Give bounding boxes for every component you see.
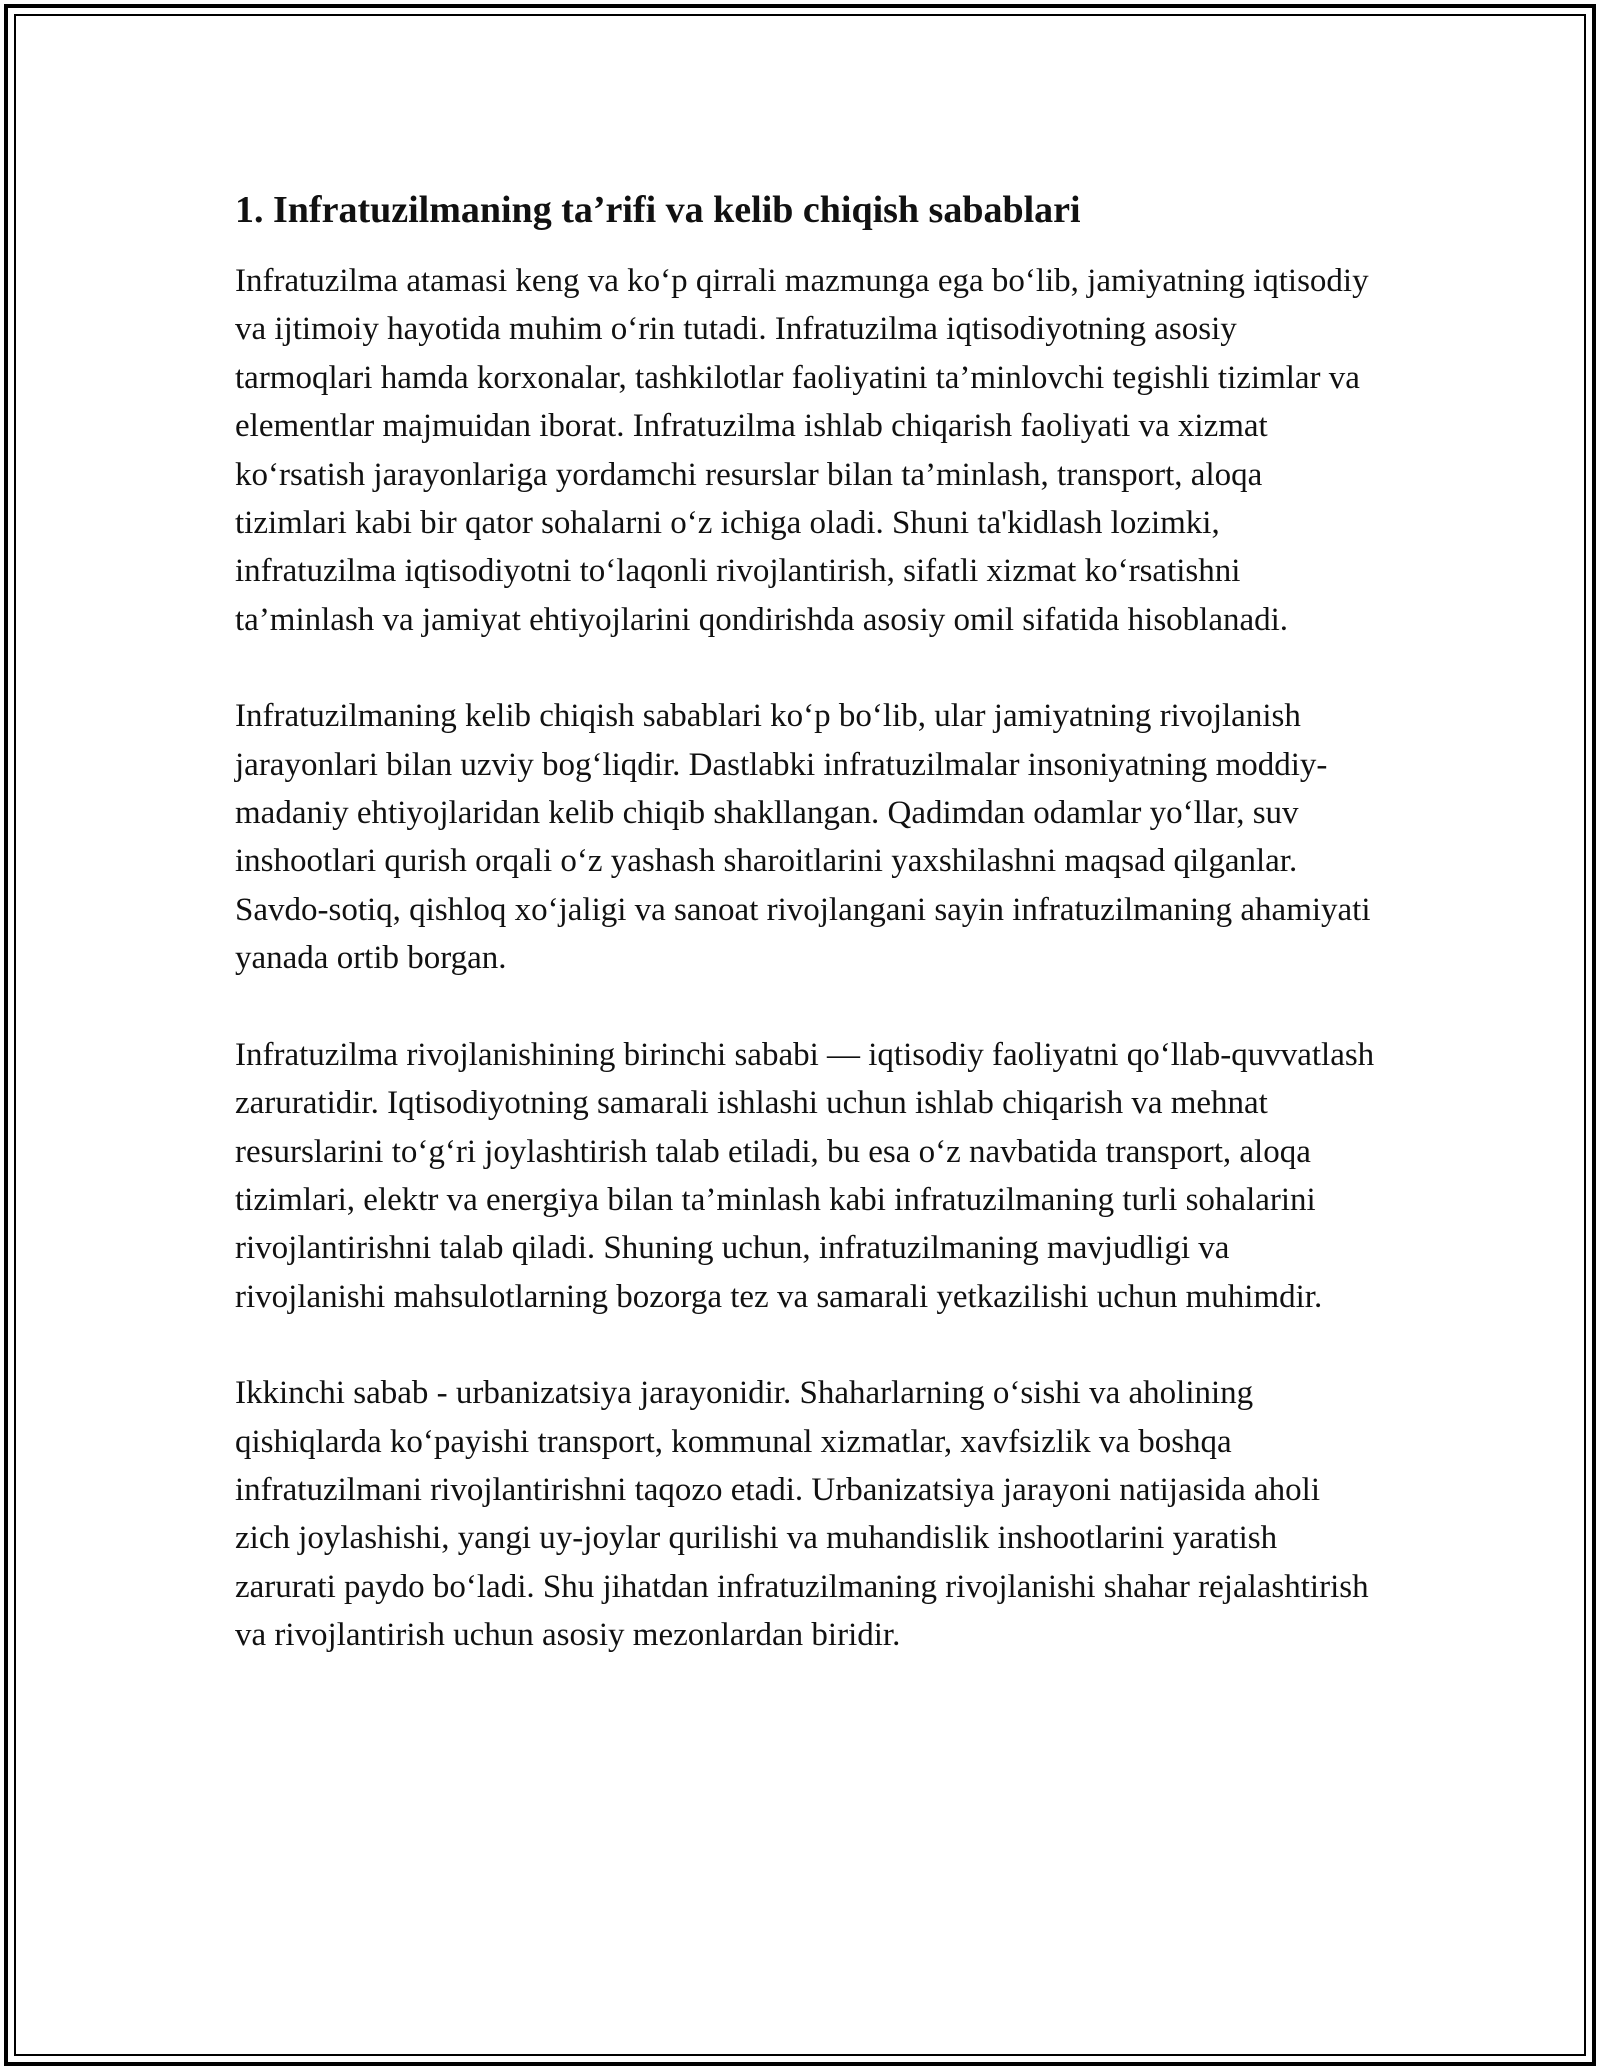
paragraph-definition: Infratuzilma atamasi keng va ko‘p qirrali mazmunga ega bo‘lib, jamiyatning iqtisodiy va ijtimoiy hayotida muhim o‘rin tutadi. Infratuzilma iqtisodiyotning asosiy tarmoqlari hamda korxonalar, tashkilotlar faoliyatini ta’minlovchi tegishli tizimlar va elementlar majmuidan iborat. Infratuzilma ishlab chiqarish faoliyati va xizmat ko‘rsatish jarayonlariga yordamchi resurslar bilan ta’minlash, transport, aloqa tizimlari kabi bir qator sohalarni o‘z ichiga oladi. Shuni ta'kidlash lozimki, infratuzilma iqtisodiyotni to‘laqonli rivojlantirish, sifatli xizmat ko‘rsatishni ta’minlash va jamiyat ehtiyojlarini qondirishda asosiy omil sifatida hisoblanadi. [235, 263, 1369, 638]
paragraph-first-reason: Infratuzilma rivojlanishining birinchi sababi — iqtisodiy faoliyatni qo‘llab-quvvatlash zaruratidir. Iqtisodiyotning samarali ishlashi uchun ishlab chiqarish va mehnat resurslarini to‘g‘ri joylashtirish talab etiladi, bu esa o‘z navbatida transport, aloqa tizimlari, elektr va energiya bilan ta’minlash kabi infratuzilmaning turli sohalarini rivojlantirishni talab qiladi. Shuning uchun, infratuzilmaning mavjudligi va rivojlanishi mahsulotlarning bozorga tez va samarali yetkazilishi uchun muhimdir. [235, 1036, 1375, 1315]
paragraph-origins: Infratuzilmaning kelib chiqish sabablari ko‘p bo‘lib, ular jamiyatning rivojlanish jarayonlari bilan uzviy bog‘liqdir. Dastlabki infratuzilmalar insoniyatning moddiy-madaniy ehtiyojlaridan kelib chiqib shakllangan. Qadimdan odamlar yo‘llar, suv inshootlari qurish orqali o‘z yashash sharoitlarini yaxshilashni maqsad qilganlar. Savdo-sotiq, qishloq xo‘jaligi va sanoat rivojlangani sayin infratuzilmaning ahamiyati yanada ortib borgan. [235, 698, 1371, 977]
section-heading: 1. Infratuzilmaning ta’rifi va kelib chiqish sabablari [235, 189, 1081, 231]
paragraph-second-reason: Ikkinchi sabab - urbanizatsiya jarayonidir. Shaharlarning o‘sishi va aholining qishiqlarda ko‘payishi transport, kommunal xizmatlar, xavfsizlik va boshqa infratuzilmani rivojlantirishni taqozo etadi. Urbanizatsiya jarayoni natijasida aholi zich joylashishi, yangi uy-joylar qurilishi va muhandislik inshootlarini yaratish zarurati paydo bo‘ladi. Shu jihatdan infratuzilmaning rivojlanishi shahar rejalashtirish va rivojlantirish uchun asosiy mezonlardan biridir. [235, 1375, 1369, 1654]
document-body [235, 185, 1375, 1708]
